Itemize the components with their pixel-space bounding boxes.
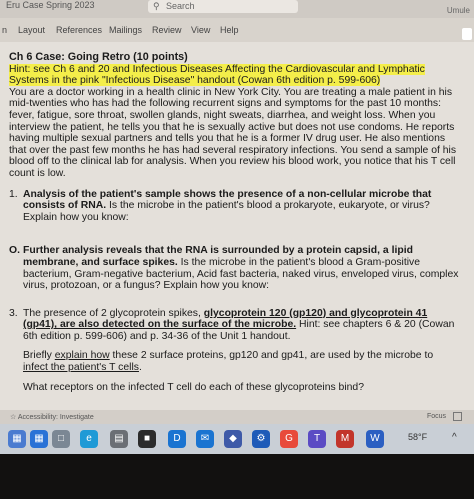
question-1-lead: Analysis of the patient's sample shows the presence of a non-cellular microbe that consists of RNA. — [23, 188, 432, 212]
focus-mode[interactable]: Focus — [426, 413, 446, 420]
hint-text: Hint: see Ch 6 and 20 and Infectious Diseases Affecting the Cardiovascular and Lymphatic Systems in the pink "Infectious Disease" handout (Cowan 6th edition p. 599-606) — [9, 63, 425, 87]
search-placeholder: Search — [166, 1, 195, 11]
case-heading: Ch 6 Case: Going Retro (10 points) — [9, 51, 188, 63]
mail-icon[interactable]: ✉ — [196, 430, 214, 448]
profile-icon[interactable] — [462, 28, 472, 40]
weather-temperature[interactable]: 58°F — [408, 432, 428, 442]
tab-layout[interactable]: Layout — [18, 25, 46, 35]
question-2-number: O. — [9, 245, 20, 257]
document-title: Eru Case Spring 2023 — [6, 0, 95, 10]
case-intro: You are a doctor working in a health clinic in New York City. You are treating a male patient in his mid-twenties who has had the following recurrent signs and symptoms for the past 10 months: fever, fatigue, sore throat, swollen glands, night sweats, diarrhea, and weight loss. When you interview the patient, he tells you that he is sexually active but does not use condoms. He reports having multiple sexual partners and tells you that he is a former IV drug user. He also mentions that over the past few months he has had several respiratory infections. You send a sample of his blood off to the clinical lab for analysis. When you review his blood work, you notice that his T cell count is low. — [9, 86, 457, 179]
widgets-icon[interactable]: ▦ — [8, 430, 26, 448]
monitor-bezel — [0, 454, 474, 499]
question-1 — [9, 189, 459, 224]
title-bar — [0, 0, 474, 18]
brief-b: these 2 surface proteins, gp120 and gp41, are used by the microbe to — [109, 350, 434, 362]
accessibility-status[interactable]: ☆ Accessibility: Investigate — [10, 414, 94, 421]
store-icon[interactable]: ■ — [138, 430, 156, 448]
mcafee-icon[interactable]: M — [336, 430, 354, 448]
question-3-receptors: What receptors on the infected T cell do each of these glycoproteins bind? — [23, 381, 364, 393]
question-2-text: Is the microbe in the patient's blood a Gram-positive bacterium, Gram-negative bacterium, Acid fast bacteria, naked virus, enveloped virus, complex virus, protozoan, or a fungus? Explain how you know: — [23, 256, 459, 292]
ribbon-tabs — [0, 18, 474, 42]
brief-a: Briefly — [23, 350, 55, 362]
tab-help[interactable]: Help — [220, 25, 239, 35]
task-view-icon[interactable]: □ — [52, 430, 70, 448]
word-icon[interactable]: W — [366, 430, 384, 448]
tab-partial[interactable]: n — [2, 25, 8, 35]
teams-icon[interactable]: T — [308, 430, 326, 448]
search-box[interactable] — [148, 0, 298, 13]
question-3-hint: Hint: see chapters 6 & 20 (Cowan 6th edition p. 599-606) and p. 34-36 of the Unit 1 handout. — [23, 319, 455, 342]
question-2 — [9, 245, 459, 291]
brief-infect: infect the patient's T cells — [23, 362, 139, 374]
question-1-number: 1. — [9, 188, 18, 200]
document-page[interactable] — [0, 42, 474, 410]
tab-view[interactable]: View — [191, 25, 211, 35]
brief-explain-how: explain how — [54, 350, 110, 362]
status-bar — [0, 410, 474, 424]
app-icon[interactable]: ◆ — [224, 430, 242, 448]
question-3-brief — [23, 350, 459, 373]
taskbar — [0, 424, 474, 454]
tab-references[interactable]: References — [56, 25, 103, 35]
question-3 — [9, 308, 459, 394]
dell-icon[interactable]: D — [168, 430, 186, 448]
chevron-up-icon[interactable]: ^ — [452, 432, 457, 443]
edge-browser-icon[interactable]: e — [80, 430, 98, 448]
brief-c: . — [138, 362, 142, 374]
question-3-pre: The presence of 2 glycoprotein spikes, — [23, 307, 204, 319]
search-icon: ⚲ — [153, 1, 160, 11]
windows-start-icon[interactable]: ▦ — [30, 430, 48, 448]
question-3-underlined: glycoprotein 120 (gp120) and glycoprotein 41 (gp41), are also detected on the surface of the microbe. — [23, 307, 428, 331]
question-2-lead: Further analysis reveals that the RNA is surrounded by a protein capsid, a lipid membrane, and surface spikes. — [23, 245, 413, 268]
google-chrome-icon[interactable]: G — [280, 430, 298, 448]
user-name[interactable]: Umule — [446, 6, 470, 15]
question-1-text: Is the microbe in the patient's blood a prokaryote, eukaryote, or virus? Explain how you know: — [23, 200, 430, 223]
tab-mailings[interactable]: Mailings — [109, 25, 143, 35]
file-explorer-icon[interactable]: ▤ — [110, 430, 128, 448]
view-mode-icon[interactable] — [453, 412, 462, 421]
tab-review[interactable]: Review — [152, 25, 182, 35]
question-3-number: 3. — [9, 307, 18, 319]
accessibility-label: Accessibility: Investigate — [17, 414, 94, 421]
settings-icon[interactable]: ⚙ — [252, 430, 270, 448]
